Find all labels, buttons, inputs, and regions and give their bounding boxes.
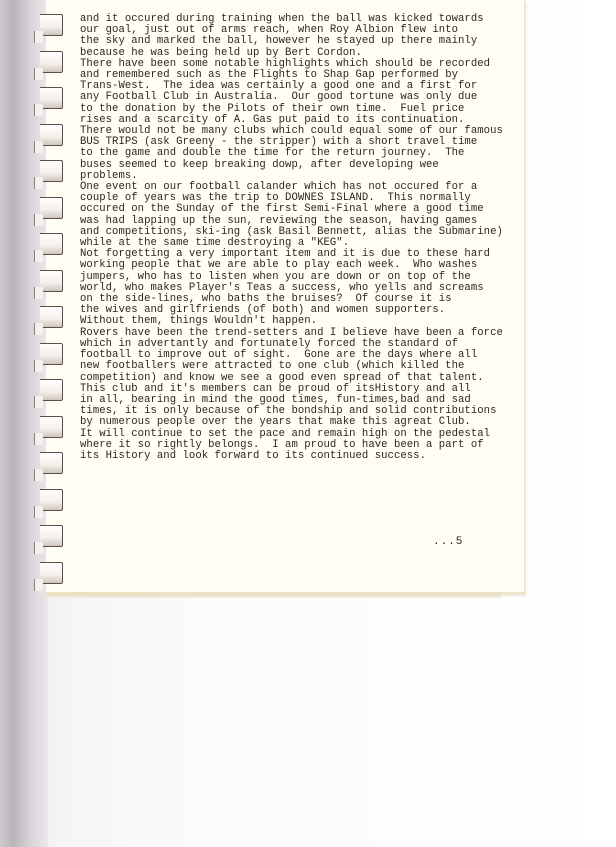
text-line: because he was being held up by Bert Cordon.: [80, 46, 362, 59]
text-line: its History and look forward to its continued success.: [80, 449, 426, 462]
text-line: which in advertantly and fortunately forced the standard of: [80, 337, 459, 350]
text-line: to the donation by the Pilots of their own time. Fuel price: [80, 102, 465, 115]
binding-ring-icon: [40, 379, 63, 401]
text-line: jumpers, who has to listen when you are down or on top of the: [80, 270, 471, 283]
binding-ring-icon: [40, 416, 63, 438]
binding-ring-icon: [40, 343, 63, 365]
binding-ring-icon: [40, 51, 63, 73]
text-line: rises and a scarcity of A. Gas put paid to its continuation.: [80, 113, 465, 126]
text-line: occured on the Sunday of the first Semi-Final where a good time: [80, 203, 484, 216]
text-line: and competitions, ski-ing (ask Basil Bennett, alias the Submarine): [80, 225, 503, 238]
text-line: times, it is only because of the bondship and solid contributions: [80, 405, 497, 418]
text-line: by numerous people over the years that make this agreat Club.: [80, 416, 471, 429]
text-line: One event on our football calander which has not occured for a: [80, 181, 478, 194]
text-line: on the side-lines, who baths the bruises? Of course it is: [80, 293, 452, 306]
text-line: Trans-West. The idea was certainly a good one and a first for: [80, 80, 478, 93]
binding-ring-icon: [40, 452, 63, 474]
text-line: couple of years was the trip to DOWNES ISLAND. This normally: [80, 192, 471, 205]
text-line: while at the same time destroying a "KEG".: [80, 237, 350, 250]
text-line: world, who makes Player's Teas a success, who yells and screams: [80, 281, 484, 294]
binding-ring-icon: [40, 87, 63, 109]
binding-ring-icon: [40, 233, 63, 255]
text-line: new footballers were attracted to one club (which killed the: [80, 360, 465, 373]
text-line: working people that we are able to play each week. Who washes: [80, 259, 478, 272]
binding-ring-icon: [40, 525, 63, 547]
text-line: buses seemed to keep breaking dowp, after developing wee: [80, 158, 439, 171]
text-line: any Football Club in Australia. Our good tortune was only due: [80, 91, 478, 104]
binding-ring-icon: [40, 124, 63, 146]
text-line: football to improve out of sight. Gone are the days where all: [80, 349, 478, 362]
typed-text-body: [80, 14, 520, 462]
binding-ring-icon: [40, 160, 63, 182]
page-number: ...5: [433, 536, 464, 548]
text-line: and it occured during training when the ball was kicked towards: [80, 13, 484, 25]
text-line: and remembered such as the Flights to Shap Gap performed by: [80, 69, 459, 82]
binding-ring-icon: [40, 562, 63, 584]
binding-ring-icon: [40, 197, 63, 219]
binding-ring-icon: [40, 489, 63, 511]
text-line: Without them, things Wouldn't happen.: [80, 315, 318, 328]
text-line: There have been some notable highlights which should be recorded: [80, 57, 491, 70]
text-line: to the game and double the time for the return journey. The: [80, 147, 465, 160]
text-line: It will continue to set the pace and remain high on the pedestal: [80, 427, 491, 440]
text-line: Not forgetting a very important item and it is due to these hard: [80, 248, 491, 261]
text-line: problems.: [80, 169, 138, 182]
text-line: This club and it's members can be proud of itsHistory and all: [80, 382, 471, 395]
binding-ring-icon: [40, 270, 63, 292]
text-line: the sky and marked the ball, however he stayed up there mainly: [80, 35, 478, 48]
text-line: BUS TRIPS (ask Greeny - the stripper) with a short travel time: [80, 136, 478, 149]
binding-ring-icon: [40, 14, 63, 36]
binding-ring-icon: [40, 306, 63, 328]
text-line: in all, bearing in mind the good times, fun-times,bad and sad: [80, 393, 471, 406]
text-line: was had lapping up the sun, reviewing the season, having games: [80, 214, 478, 227]
text-line: where it so rightly belongs. I am proud to have been a part of: [80, 438, 484, 451]
text-line: There would not be many clubs which could equal some of our famous: [80, 125, 503, 138]
text-line: competition) and know we see a good even spread of that talent.: [80, 371, 484, 384]
text-line: the wives and girlfriends (of both) and women supporters.: [80, 304, 446, 317]
text-line: our goal, just out of arms reach, when Roy Albion flew into: [80, 24, 459, 37]
text-line: Rovers have been the trend-setters and I believe have been a force: [80, 326, 503, 339]
